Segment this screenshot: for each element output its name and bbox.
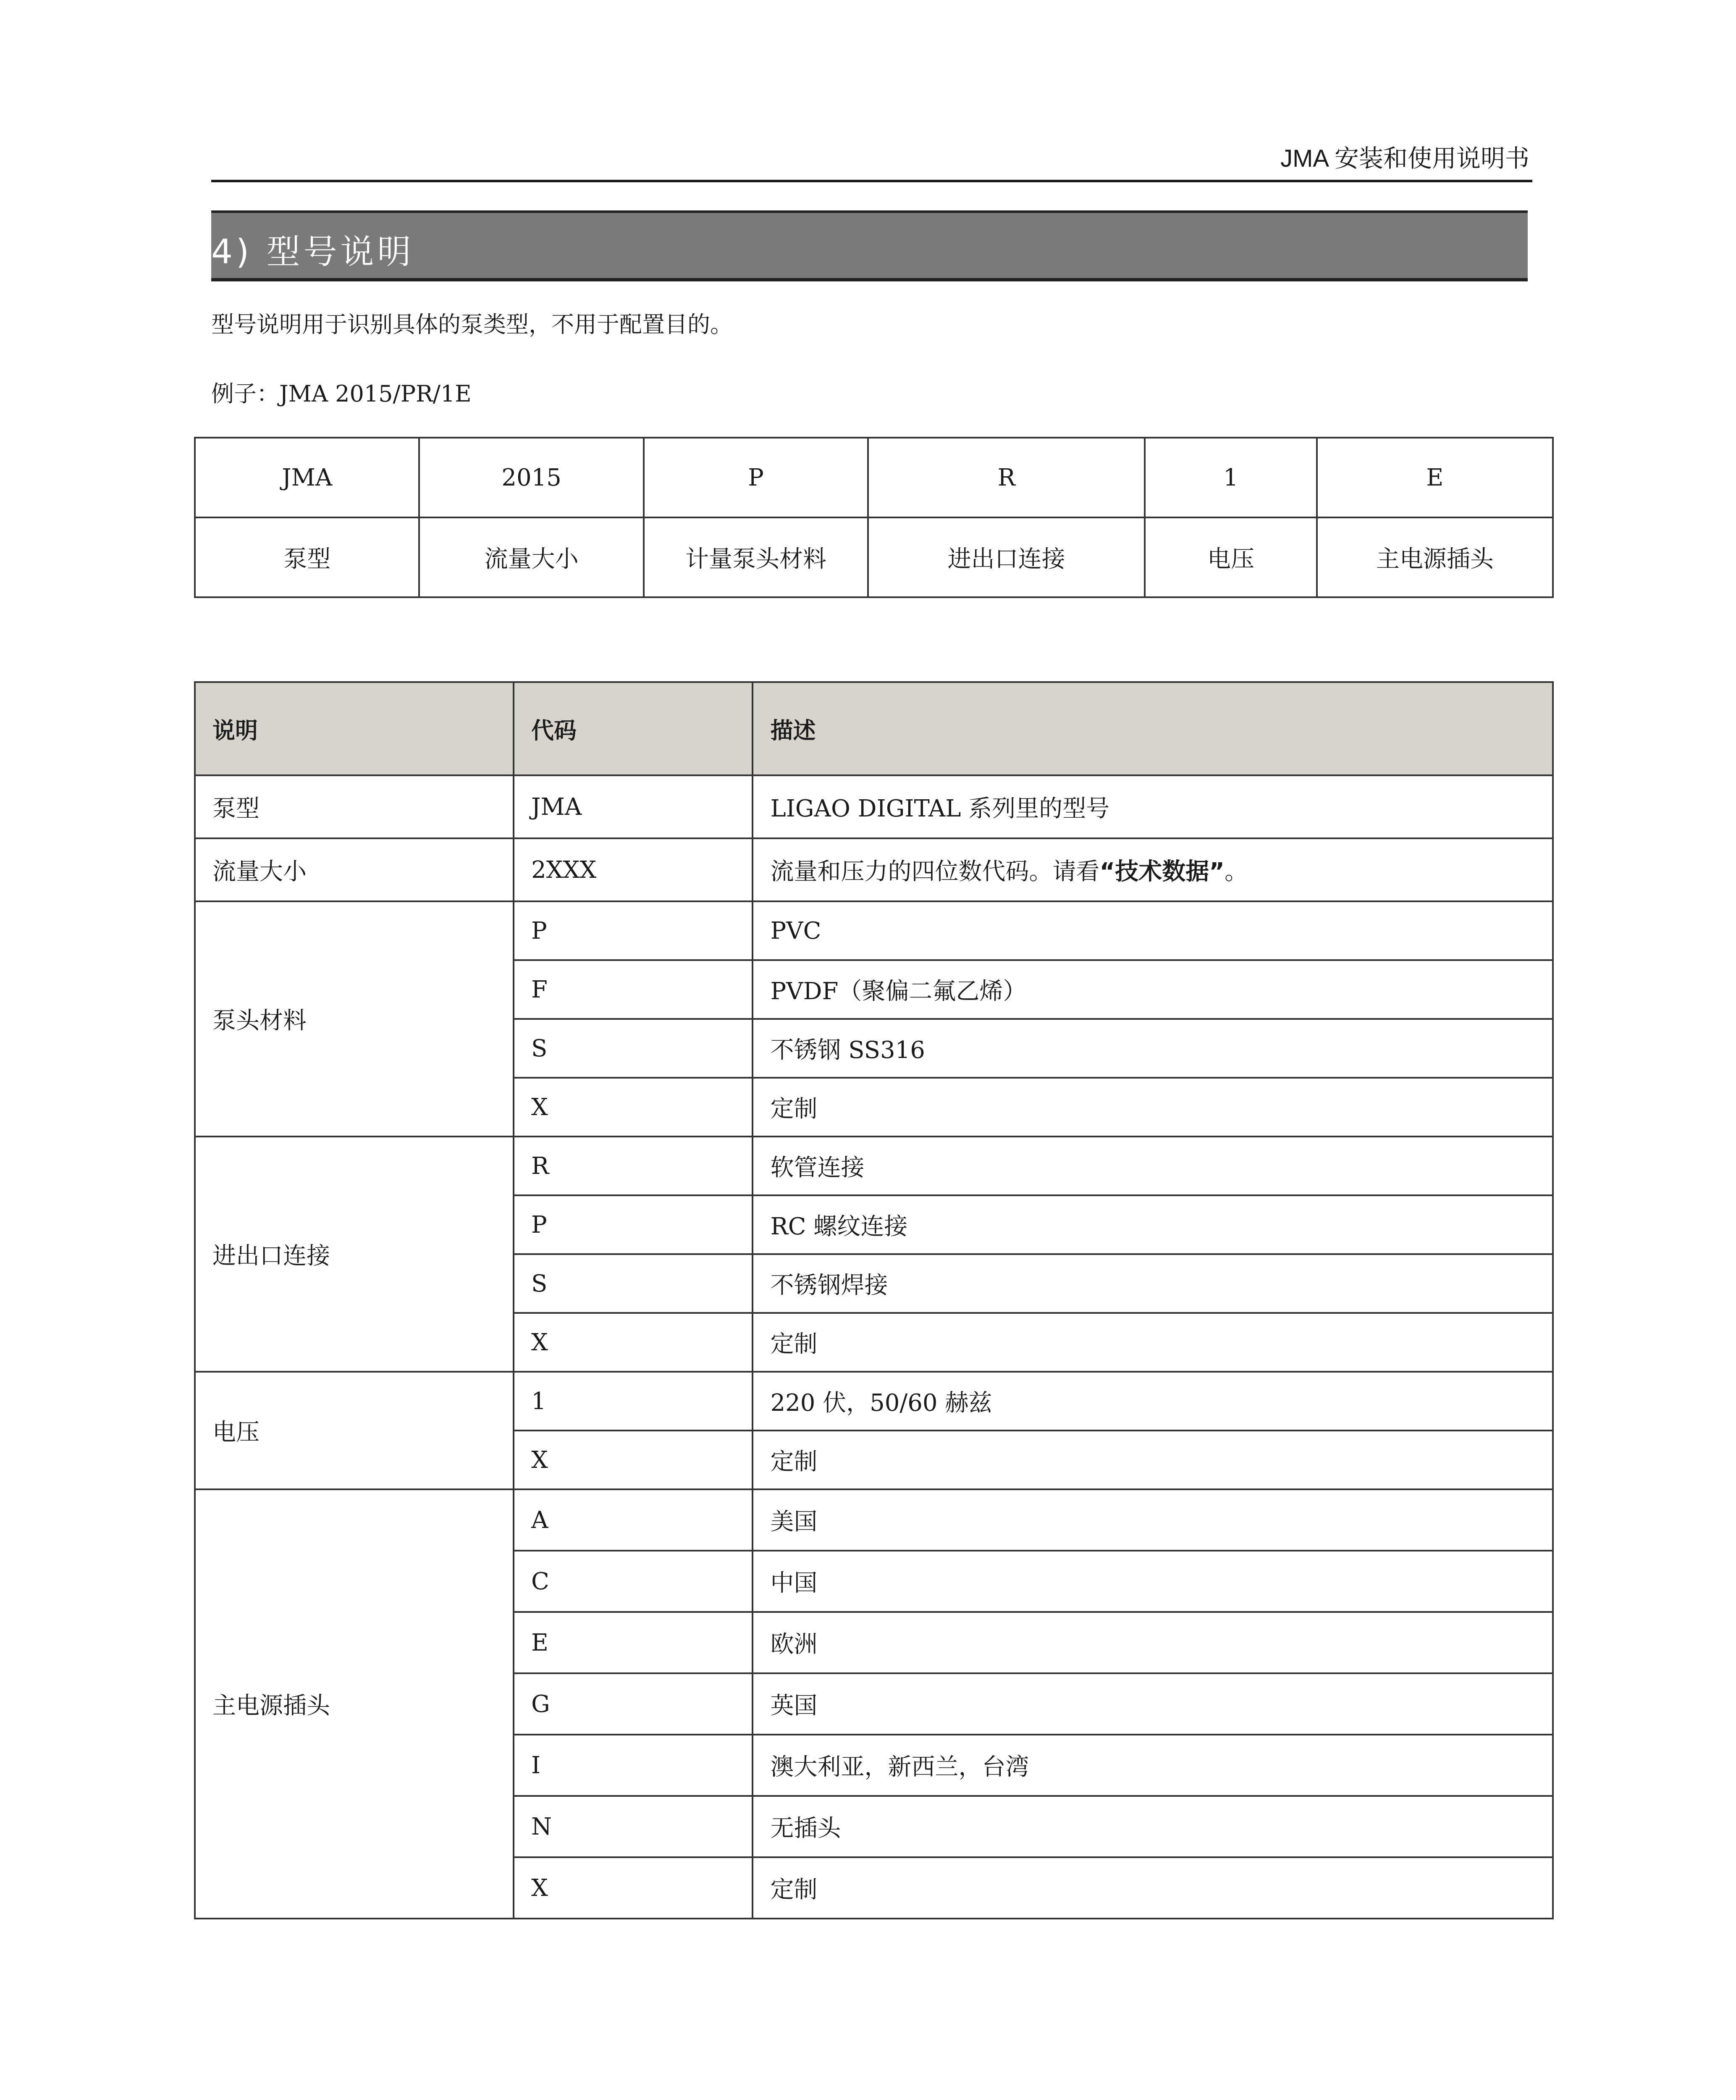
header-divider [211, 180, 1532, 182]
row-code: C [514, 1551, 753, 1612]
row-code: R [514, 1137, 753, 1195]
row-code: A [514, 1489, 753, 1551]
row-desc: 欧洲 [753, 1612, 1553, 1673]
model-code-cell: R [868, 438, 1145, 517]
row-desc [753, 838, 1553, 901]
row-desc: 定制 [753, 1431, 1553, 1489]
section-title-bar [211, 210, 1528, 281]
model-label-cell: 泵型 [195, 517, 419, 597]
row-code: X [514, 1431, 753, 1489]
row-desc: 不锈钢焊接 [753, 1254, 1553, 1313]
table-row [195, 775, 1553, 838]
row-code: JMA [514, 775, 753, 838]
document-header-title: JMA 安装和使用说明书 [1280, 145, 1529, 172]
row-desc: 美国 [753, 1489, 1553, 1551]
row-desc: 不锈钢 SS316 [753, 1019, 1553, 1078]
table-row [195, 838, 1553, 901]
model-code-table [194, 437, 1554, 598]
group-label: 主电源插头 [195, 1489, 514, 1919]
model-label-cell: 主电源插头 [1317, 517, 1553, 597]
row-desc: 英国 [753, 1673, 1553, 1735]
row-desc: 软管连接 [753, 1137, 1553, 1195]
header-cell-description: 说明 [195, 682, 514, 775]
row-code: S [514, 1019, 753, 1078]
model-label-cell: 计量泵头材料 [644, 517, 868, 597]
desc-text: 。 [1225, 858, 1248, 885]
intro-paragraph: 型号说明用于识别具体的泵类型，不用于配置目的。 [211, 311, 733, 338]
row-desc: 定制 [753, 1313, 1553, 1372]
row-code: I [514, 1735, 753, 1796]
model-label-cell: 电压 [1145, 517, 1316, 597]
model-code-cell: E [1317, 438, 1553, 517]
model-code-cell: 1 [1145, 438, 1316, 517]
table-row [195, 1372, 1553, 1431]
model-code-cell: 2015 [419, 438, 643, 517]
model-label-row [195, 517, 1553, 597]
row-desc: 澳大利亚，新西兰，台湾 [753, 1735, 1553, 1796]
model-code-cell: JMA [195, 438, 419, 517]
row-desc: PVDF（聚偏二氟乙烯） [753, 960, 1553, 1019]
example-text: 例子：JMA 2015/PR/1E [211, 381, 472, 407]
row-code: 2XXX [514, 838, 753, 901]
desc-text: 流量和压力的四位数代码。请看 [770, 858, 1100, 885]
row-label: 泵型 [195, 775, 514, 838]
row-desc: LIGAO DIGITAL 系列里的型号 [753, 775, 1553, 838]
group-label: 泵头材料 [195, 901, 514, 1137]
code-description-table [194, 681, 1554, 1919]
model-label-cell: 进出口连接 [868, 517, 1145, 597]
row-code: X [514, 1857, 753, 1919]
row-code: P [514, 901, 753, 960]
table-row [195, 1489, 1553, 1551]
desc-reference: “技术数据” [1099, 858, 1225, 885]
row-label: 流量大小 [195, 838, 514, 901]
row-code: F [514, 960, 753, 1019]
table-row [195, 901, 1553, 960]
row-desc: 定制 [753, 1857, 1553, 1919]
model-code-row [195, 438, 1553, 517]
table-row [195, 1137, 1553, 1195]
section-title: 4) 型号说明 [211, 232, 414, 271]
row-desc: 无插头 [753, 1796, 1553, 1857]
row-code: P [514, 1195, 753, 1254]
row-code: G [514, 1673, 753, 1735]
row-code: X [514, 1313, 753, 1372]
model-label-cell: 流量大小 [419, 517, 643, 597]
row-code: 1 [514, 1372, 753, 1431]
row-code: E [514, 1612, 753, 1673]
row-code: X [514, 1078, 753, 1137]
row-desc: 定制 [753, 1078, 1553, 1137]
row-desc: RC 螺纹连接 [753, 1195, 1553, 1254]
row-desc: 220 伏，50/60 赫兹 [753, 1372, 1553, 1431]
header-cell-code: 代码 [514, 682, 753, 775]
row-code: S [514, 1254, 753, 1313]
group-label: 电压 [195, 1372, 514, 1489]
group-label: 进出口连接 [195, 1137, 514, 1372]
header-cell-detail: 描述 [753, 682, 1553, 775]
table-header-row [195, 682, 1553, 775]
row-desc: 中国 [753, 1551, 1553, 1612]
row-desc: PVC [753, 901, 1553, 960]
model-code-cell: P [644, 438, 868, 517]
row-code: N [514, 1796, 753, 1857]
